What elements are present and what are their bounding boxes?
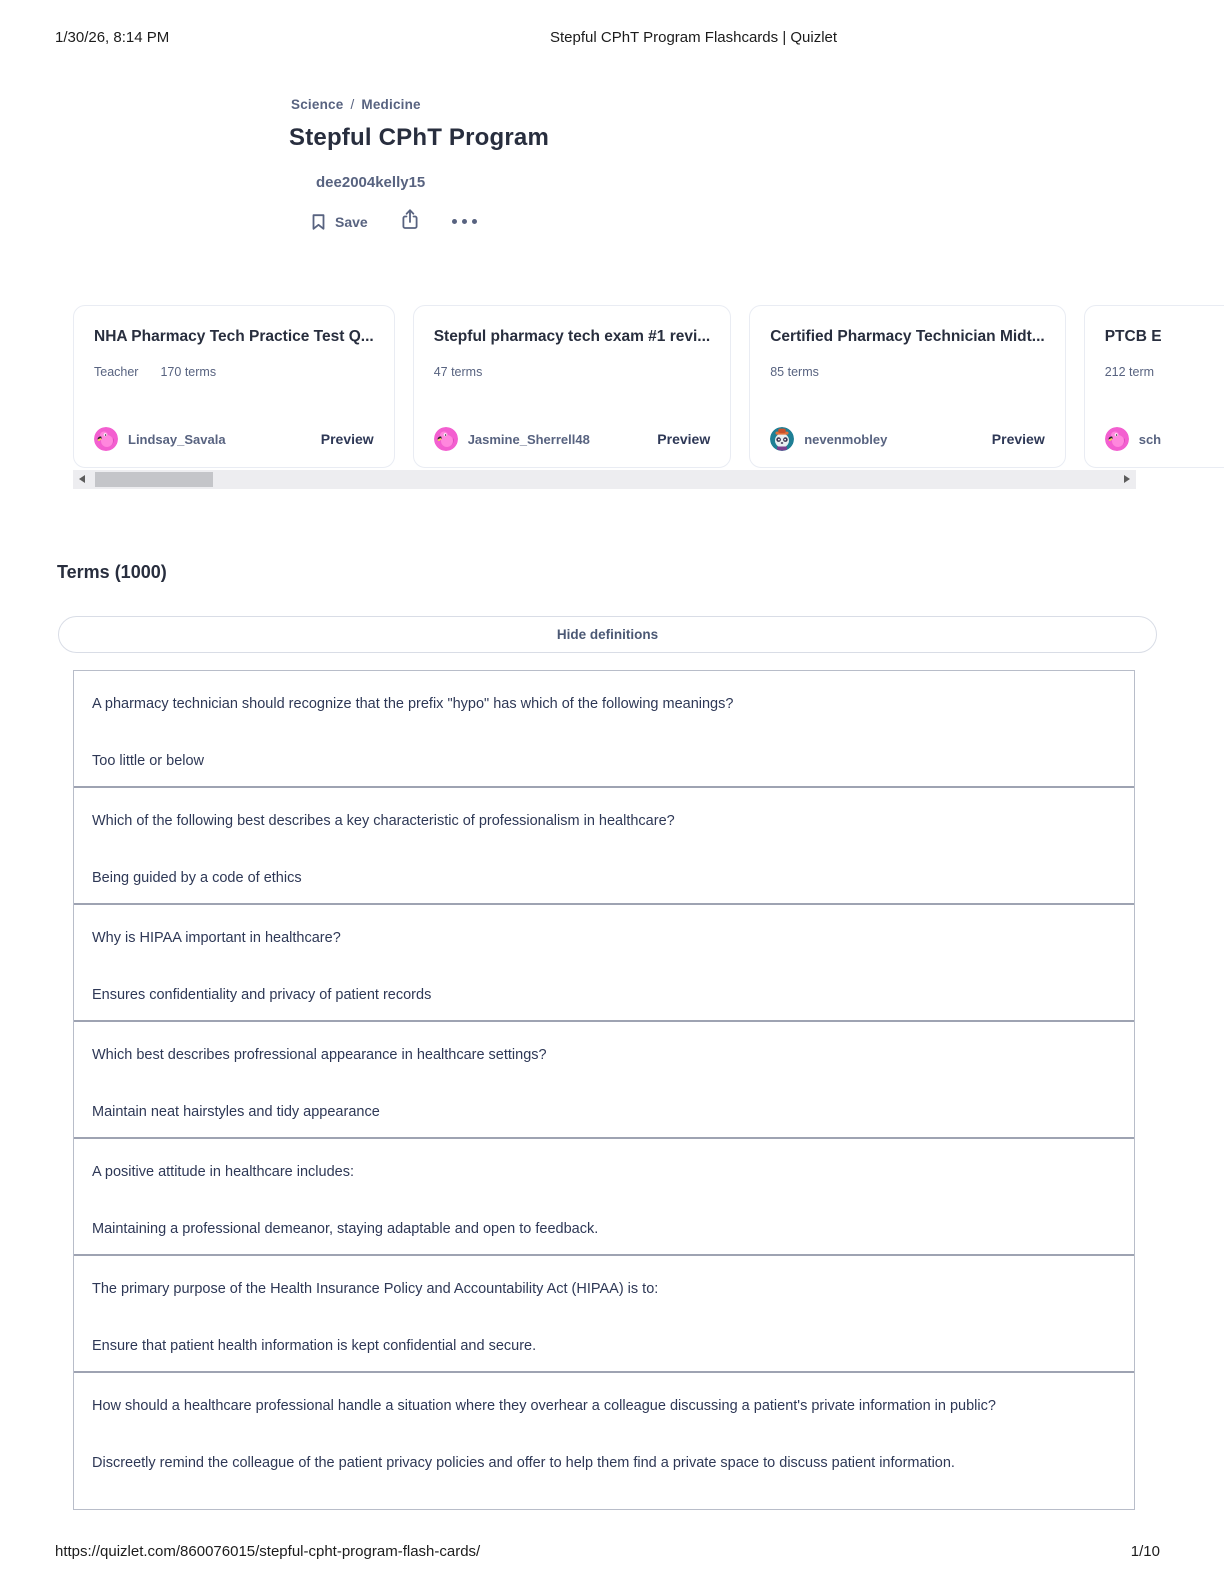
term-row [74,671,1134,786]
share-icon [400,208,420,235]
related-set-card[interactable] [413,305,732,468]
term-row [74,786,1134,903]
term-answer: Ensures confidentiality and privacy of patient records [92,987,432,1003]
print-footer-url: https://quizlet.com/860076015/stepful-cpht-program-flash-cards/ [55,1543,481,1560]
related-set-username: nevenmobley [804,431,888,447]
more-options-button[interactable] [452,219,477,224]
term-row [74,1137,1134,1254]
related-set-card[interactable] [749,305,1065,468]
related-set-title: Stepful pharmacy tech exam #1 revi... [433,328,711,345]
flamingo-avatar [94,427,118,451]
page-title: Stepful CPhT Program [289,124,550,151]
hide-definitions-button[interactable]: Hide definitions [58,616,1157,653]
preview-button[interactable]: Preview [657,431,711,447]
breadcrumb [291,97,421,112]
ellipsis-icon [452,219,457,224]
term-question: Which best describes profressional appearance in healthcare settings? [92,1047,547,1063]
term-row [74,1020,1134,1137]
related-set-meta [1105,365,1224,379]
terms-count: 47 terms [433,365,483,379]
term-answer: Too little or below [92,753,205,769]
term-row [74,1254,1134,1371]
terms-count: 212 term [1104,365,1155,379]
breadcrumb-category-link[interactable]: Science [291,97,344,112]
related-sets-row [73,305,1224,468]
flamingo-avatar [1105,427,1129,451]
related-set-card[interactable] [1084,305,1224,468]
term-question: The primary purpose of the Health Insurance Policy and Accountability Act (HIPAA) is to: [92,1281,659,1297]
related-set-footer [434,427,711,451]
ellipsis-icon [462,219,467,224]
term-question: A positive attitude in healthcare includes: [92,1164,354,1180]
related-set-meta [770,365,1044,379]
terms-heading: Terms (1000) [57,562,167,582]
carousel-scrollbar[interactable] [73,470,1136,489]
related-set-username: Lindsay_Savala [128,431,226,447]
term-question: Why is HIPAA important in healthcare? [92,930,341,946]
term-answer: Discreetly remind the colleague of the patient privacy policies and offer to help them find a private space to discuss patient information. [92,1455,955,1471]
set-author-link[interactable]: dee2004kelly15 [316,174,426,191]
related-set-title: NHA Pharmacy Tech Practice Test Q... [94,328,374,345]
term-answer: Maintain neat hairstyles and tidy appearance [92,1104,380,1120]
related-set-username: Jasmine_Sherrell48 [467,431,590,447]
ellipsis-icon [472,219,477,224]
bookmark-icon [311,213,326,231]
related-set-footer [770,427,1044,451]
related-set-username: sch [1138,431,1162,447]
scroll-left-arrow-icon[interactable] [79,475,85,483]
related-set-footer [1105,427,1224,451]
save-button-label: Save [335,213,368,230]
term-answer: Ensure that patient health information is kept confidential and secure. [92,1338,537,1354]
related-set-meta [94,365,374,379]
terms-table [73,670,1135,1510]
terms-count: 170 terms [160,365,217,379]
print-footer-page-number: 1/10 [1130,1543,1160,1560]
breadcrumb-separator: / [350,97,355,112]
save-button[interactable] [311,213,368,231]
term-answer: Being guided by a code of ethics [92,870,302,886]
related-set-meta [434,365,711,379]
scroll-right-arrow-icon[interactable] [1124,475,1130,483]
set-actions [311,208,477,235]
term-question: How should a healthcare professional handle a situation where they overhear a colleague discussing a patient's private information in public? [92,1398,996,1414]
term-row [74,903,1134,1020]
related-set-title: Certified Pharmacy Technician Midt... [770,328,1045,345]
terms-count: 85 terms [770,365,819,379]
related-set-card[interactable] [73,305,395,468]
preview-button[interactable]: Preview [320,431,374,447]
term-answer: Maintaining a professional demeanor, staying adaptable and open to feedback. [92,1221,599,1237]
panda-avatar [770,427,794,451]
print-datetime: 1/30/26, 8:14 PM [55,29,170,46]
term-row [74,1371,1134,1509]
related-set-title: PTCB E [1104,328,1162,345]
teacher-badge: Teacher [94,365,139,379]
term-question: Which of the following best describes a key characteristic of professionalism in healthcare? [92,813,675,829]
term-question: A pharmacy technician should recognize that the prefix "hypo" has which of the following meanings? [92,696,734,712]
scrollbar-thumb[interactable] [95,472,213,487]
print-doc-title: Stepful CPhT Program Flashcards | Quizlet [550,29,838,46]
breadcrumb-subcategory-link[interactable]: Medicine [361,97,421,112]
related-sets-carousel [73,305,1224,469]
flamingo-avatar [434,427,458,451]
preview-button[interactable]: Preview [991,431,1045,447]
share-button[interactable] [400,208,420,235]
related-set-footer [94,427,374,451]
